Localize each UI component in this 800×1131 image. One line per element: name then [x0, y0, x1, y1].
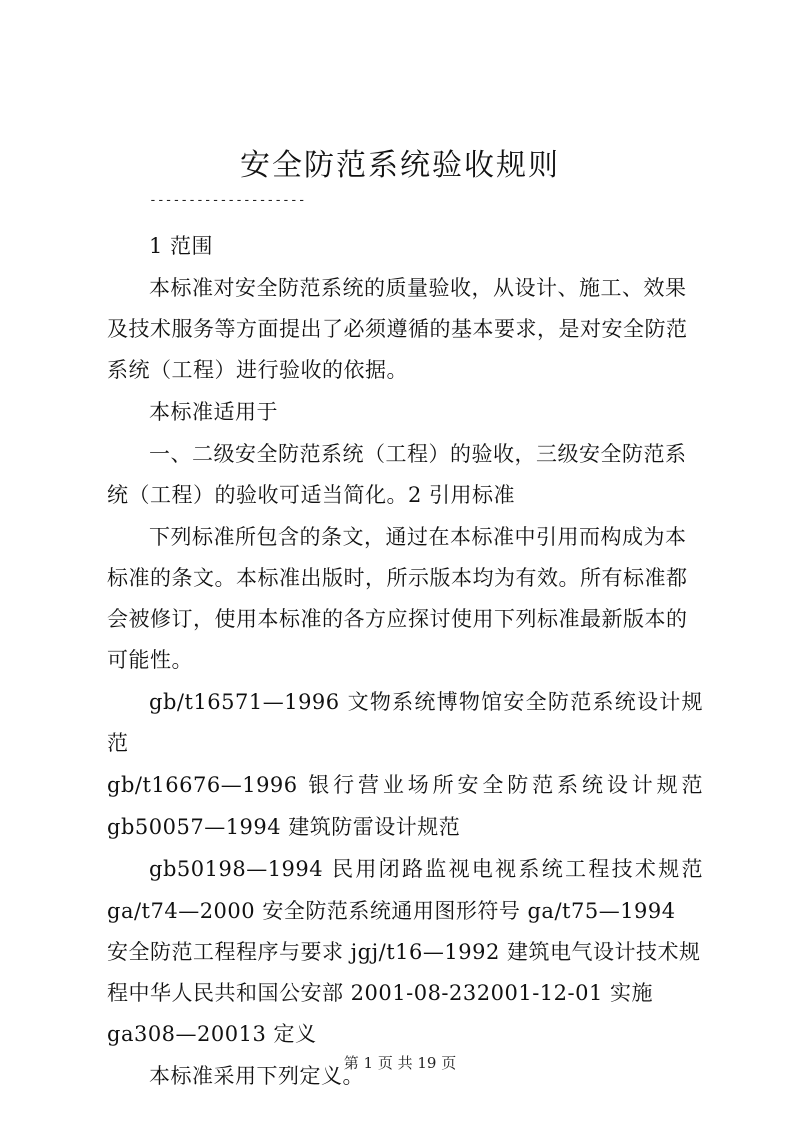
reference-item: gb/t16676—1996 银行营业场所安全防范系统设计规范	[107, 773, 703, 797]
reference-item: gb50198—1994 民用闭路监视电视系统工程技术规范	[149, 857, 703, 881]
paragraph-scope: 本标准对安全防范系统的质量验收，从设计、施工、效果及技术服务等方面提出了必须遵循的基本要求，是对安全防范系统（工程）进行验收的依据。	[107, 276, 688, 382]
reference-item: gb50057—1994 建筑防雷设计规范	[107, 815, 461, 839]
reference-item: gb/t16571—1996 文物系统博物馆安全防范系统设计规范	[107, 690, 703, 755]
page-number: 第 1 页 共 19 页	[343, 1054, 457, 1072]
reference-item-group: ga/t74—2000 安全防范系统通用图形符号 ga/t75—1994 安全防范工程程序与要求 jgj/t16—1992 建筑电气设计技术规程中华人民共和国公安部 2001-08-232001-12-01 实施 ga308—20013 定义	[107, 899, 701, 1046]
document-body	[107, 226, 703, 1098]
document-title: 安全防范系统验收规则	[240, 148, 560, 183]
paragraph-references-intro: 下列标准所包含的条文，通过在本标准中引用而构成为本标准的条文。本标准出版时，所示版本均为有效。所有标准都会被修订，使用本标准的各方应探讨使用下列标准最新版本的可能性。	[107, 525, 688, 672]
paragraph-applicable: 本标准适用于	[149, 400, 278, 424]
title-divider: --------------------	[149, 193, 306, 208]
paragraph-levels: 一、二级安全防范系统（工程）的验收，三级安全防范系统（工程）的验收可适当简化。2 引用标准	[107, 442, 687, 507]
paragraph-section-1-heading: 1 范围	[149, 234, 214, 258]
paragraph-definitions: 本标准采用下列定义。	[149, 1064, 364, 1088]
